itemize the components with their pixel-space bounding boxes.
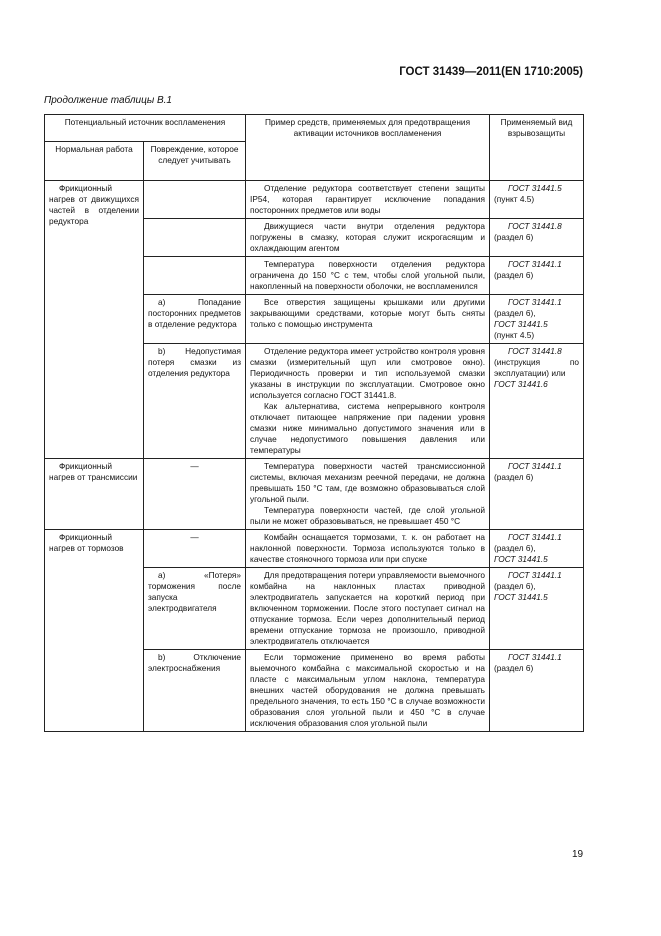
- header-normal-operation: Нормальная работа: [45, 142, 144, 181]
- table-row: [45, 530, 584, 568]
- ignition-sources-table: [44, 114, 584, 732]
- example-paragraph: Комбайн оснащается тормозами, т. к. он работает на наклонной поверхности. Тормоза используются только в качестве стояночного тормоза или при спуске: [250, 532, 486, 564]
- gost-reference: ГОСТ 31441.1: [508, 570, 562, 580]
- damage-cell: [144, 219, 246, 257]
- protection-cell: [490, 459, 584, 530]
- gost-note: (пункт 4.5): [494, 194, 535, 204]
- example-paragraph: Как альтернатива, система непрерывного контроля отключает питающее напряжение при падении уровня смазки ниже минимально допустимого значения или в случае недопустимого повышения давления или температуры: [250, 401, 486, 455]
- gost-reference: ГОСТ 31441.5: [494, 319, 548, 329]
- table-caption: Продолжение таблицы В.1: [44, 95, 172, 106]
- gost-reference: ГОСТ 31441.1: [508, 297, 562, 307]
- gost-reference: ГОСТ 31441.1: [508, 652, 562, 662]
- example-paragraph: Отделение редуктора соответствует степени защиты IP54, которая гарантирует исключение попадания посторонних предметов или воды: [250, 183, 486, 215]
- damage-cell: —: [144, 530, 246, 568]
- example-cell: [246, 344, 490, 459]
- damage-cell: b) Недопустимая потеря смазки из отделения редуктора: [144, 344, 246, 459]
- ignition-source-cell: Фрикционный нагрев от движущихся частей в отделении редуктора: [45, 181, 144, 459]
- damage-cell: а) «Потеря» торможения после запуска электродвигателя: [144, 568, 246, 650]
- document-header: ГОСТ 31439—2011(EN 1710:2005): [399, 66, 583, 78]
- gost-note: (раздел 6): [494, 472, 534, 482]
- example-paragraph: Все отверстия защищены крышками или другими закрывающими средствами, которые могут быть сняты только с помощью инструмента: [250, 297, 486, 329]
- protection-cell: [490, 568, 584, 650]
- gost-note: (раздел 6),: [494, 308, 536, 318]
- example-paragraph: Для предотвращения потери управляемости выемочного комбайна на наклонных пластах приводной электродвигатель запускается на короткий период при включенном торможении. После этого поступает сигнал на отпускание тормоза. Если через дополнительный период времени отпускание тормоза не произошло, приводной электродвигатель отключается: [250, 570, 486, 646]
- gost-note: (пункт 4.5): [494, 330, 535, 340]
- damage-cell: [144, 257, 246, 295]
- header-protection-type: Применяемый вид взрывозащиты: [490, 115, 584, 181]
- gost-reference: ГОСТ 31441.1: [508, 461, 562, 471]
- example-paragraph: Отделение редуктора имеет устройство контроля уровня смазки (измерительный щуп или смотровое окно). Периодичность проверки и тип используемой смазки указаны в инструкции по эксплуатации. Смотровое окно используется согласно ГОСТ 31441.8.: [250, 346, 486, 400]
- example-cell: [246, 459, 490, 530]
- gost-note: (раздел 6): [494, 232, 534, 242]
- protection-cell: [490, 344, 584, 459]
- gost-reference: ГОСТ 31441.1: [508, 259, 562, 269]
- gost-reference: ГОСТ 31441.5: [494, 592, 548, 602]
- gost-note: (инструкция по эксплуатации) или: [494, 357, 580, 378]
- example-cell: [246, 295, 490, 344]
- example-cell: [246, 257, 490, 295]
- example-cell: [246, 650, 490, 732]
- example-cell: [246, 530, 490, 568]
- example-paragraph: Температура поверхности частей трансмиссионной системы, включая механизм реечной передачи, не должна превышать 150 °С там, где возможно образовываться слой угольной пыли.: [250, 461, 486, 504]
- damage-cell: [144, 181, 246, 219]
- example-cell: [246, 219, 490, 257]
- protection-cell: [490, 530, 584, 568]
- protection-cell: [490, 295, 584, 344]
- ignition-source-cell: Фрикционный нагрев от тормозов: [45, 530, 144, 732]
- damage-cell: b) Отключение электроснабжения: [144, 650, 246, 732]
- header-example-means: Пример средств, применяемых для предотвращения активации источников воспламенения: [246, 115, 490, 181]
- table-row: [45, 459, 584, 530]
- example-paragraph: Если торможение применено во время работы выемочного комбайна с максимальной скоростью и на пласте с максимальным углом наклона, температура внешних частей оборудования не должна превышать предельного значения, то есть 150 °С в случае возможности образования слоя угольной пыли и 450 °С в случае исключения образования слоя угольной пыли: [250, 652, 486, 728]
- example-paragraph: Температура поверхности отделения редуктора ограничена до 150 °С с тем, чтобы слой угольной пыли, накопленный на поверхности оболочки, не воспламенился: [250, 259, 486, 291]
- protection-cell: [490, 650, 584, 732]
- header-damage: Повреждение, которое следует учитывать: [144, 142, 246, 181]
- damage-cell: —: [144, 459, 246, 530]
- table-row: [45, 181, 584, 219]
- ignition-source-cell: Фрикционный нагрев от трансмиссии: [45, 459, 144, 530]
- gost-note: (раздел 6),: [494, 581, 536, 591]
- page-number: 19: [572, 849, 584, 860]
- gost-reference: ГОСТ 31441.5: [494, 554, 548, 564]
- gost-reference: ГОСТ 31441.8: [508, 221, 562, 231]
- gost-note: (раздел 6): [494, 663, 534, 673]
- gost-note: (раздел 6),: [494, 543, 536, 553]
- protection-cell: [490, 181, 584, 219]
- protection-cell: [490, 257, 584, 295]
- example-paragraph: Температура поверхности частей, где слой угольной пыли не может образовываться, не превышает 450 °С: [250, 505, 486, 526]
- gost-reference: ГОСТ 31441.6: [494, 379, 548, 389]
- example-cell: [246, 568, 490, 650]
- gost-reference: ГОСТ 31441.5: [508, 183, 562, 193]
- gost-note: (раздел 6): [494, 270, 534, 280]
- example-cell: [246, 181, 490, 219]
- protection-cell: [490, 219, 584, 257]
- gost-reference: ГОСТ 31441.8: [508, 346, 562, 356]
- header-ignition-sources: Потенциальный источник воспламенения: [45, 115, 246, 142]
- example-paragraph: Движущиеся части внутри отделения редуктора погружены в смазку, которая служит искрогасящим и охлаждающим агентом: [250, 221, 486, 253]
- gost-reference: ГОСТ 31441.1: [508, 532, 562, 542]
- damage-cell: а) Попадание посторонних предметов в отделение редуктора: [144, 295, 246, 344]
